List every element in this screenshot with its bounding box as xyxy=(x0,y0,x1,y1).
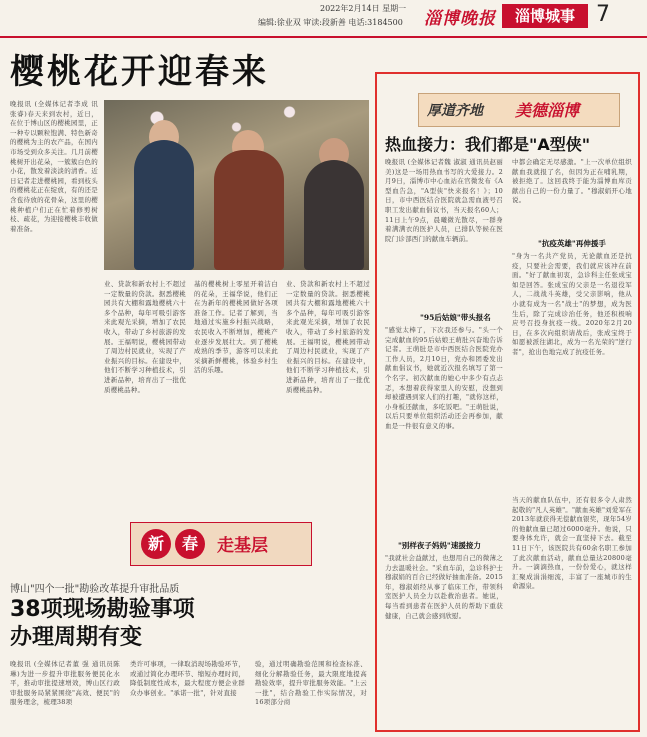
feature-banner xyxy=(418,93,620,127)
lead-headline: 樱桃花开迎春来 xyxy=(10,52,269,92)
page-header xyxy=(0,0,647,38)
feature-subhead-3: "抗疫英雄"再伸援手 xyxy=(538,239,606,248)
person-body xyxy=(304,160,364,270)
feature-headline: 热血接力：我们都是"A型侠" xyxy=(385,135,591,154)
second-column-1: 晚报讯 (全媒体记者董 强 通讯员陈琳)为进一步提升审批服务便民化水平，推动审批提速增效，博山区行政审批服务局紧紧围绕"高效、便民"的服务理念，梳理38项 xyxy=(10,660,120,707)
lead-column-1: 晚报讯 (全媒体记者李成 讯 张睿)春天来到农村，近日，在位于博山区的樱桃园里，正一种专以颗粒饱满、特色新奇的樱桃为主的农产品，在国内市场受到众多关注。几月前樱桃树开出花朵，一簇簇白色的小花，散发着淡淡的清香。近日记者走进樱桃园，看到枝头的樱桃花正在绽放，有的还是含苞待放的花骨朵，这里的樱桃种植户们正在忙着修剪树枝、疏花，为迎接樱桃丰收做着准备。 xyxy=(10,100,98,233)
newspaper-logo: 淄博晚报 xyxy=(424,9,496,29)
editors-line: 编辑:徐业双 审读:段新善 电话:3184500 xyxy=(258,18,403,27)
issue-date: 2022年2月14日 星期一 xyxy=(320,4,407,13)
second-headline xyxy=(10,596,195,652)
second-headline-line-1: 38项现场勘验事项 xyxy=(10,597,195,622)
feature-subhead-2: "别样夜子妈妈"速援接力 xyxy=(398,541,481,550)
lead-column-4: 业、贷款和新农村上不超过一定数量的贷款。据悉樱桃园共有大棚和露地樱桃六十多个品种，每年可吸引游客来此观光采摘，增加了农民收入，带动了乡村旅游的发展。王福明说，樱桃园带动了周边村民就业，实现了产业振兴的目标。在建设中，他们不断学习种植技术，引进新品种，培育出了一批优质樱桃品种。 xyxy=(286,280,370,394)
person-body xyxy=(214,150,284,270)
second-column-2: 类许可事项，一律取消现场勘验环节，或通过简化办理环节、缩短办理时间，降低制度性成本，最大程度方便企业群众办事创业。"承诺一批"，针对直接 xyxy=(130,660,245,697)
second-subtitle: 博山"四个一批"勘验改革提升审批品质 xyxy=(10,584,180,595)
feature-paragraph-1: 晚报讯 (全媒体记者魏 淑淑 通讯员赵丽美)这是一场用热血书写的大爱接力。2月9日，淄博市中心血站在官微发布《A型血告急，"A型侠"快来报名！》；10日，市中西医结合医院就急需血液号召职工发出献血倡议书，当天报名60人；11日上午9点，晨曦微光散尽，一群身着满满衣的医护人员，已排队等候在医院门诊部西门的献血车辆前。 xyxy=(385,158,503,243)
page-number: 7 xyxy=(596,2,610,27)
feature-paragraph-6: 当天的献血队伍中，还有很多令人肃然起敬的"凡人英雄"。"献血英雄"刘爱军在2013年就获得无偿献血银奖，现年54岁的他献血量已超过6000毫升。他说，只要身体允许，就会一直坚持下去。截至11日下午，该医院共有60余名职工参加了此次献血活动，献血总量达20800毫升。一滴滴热血，一份份爱心，就这样汇聚成涓涓细流，丰富了一座城市的生命源泉。 xyxy=(512,496,632,591)
badge-char-2: 春 xyxy=(175,529,205,559)
feature-paragraph-5: "身为一名共产党员，无论献血还是抗疫，只要社会需要，我们就应该冲在前面。"好了献血初衷，急诊科主任张成宝如是回答。张成宝的父亲是一名退役军人，二战战斗英雄，受父亲影响，他从小就有成为一名"战士"的梦想，成为医生后，除了完成诊治任务，他还积极响应号召投身抗疫一线。2020年2月20日，在多次向组织请战后，张成宝终于如愿被派往湖北，成为一名光荣的"逆行者"，抢出色地完成了抗疫任务。 xyxy=(512,252,632,356)
feature-paragraph-3: "我就社会益献过，也想用自己的微薄之力去温暖社会。"采血车前，急诊科护士穆淑娟的百合已经做好抽血准备。2015年，穆淑娟经从事了临床工作，带领科室医护人员全力以赴救治患者。她说，每当看到患者在医护人员的帮助下重获健康，自己就会感到欣慰。 xyxy=(385,554,503,620)
person-body xyxy=(134,140,194,270)
lead-photo xyxy=(104,100,369,270)
section-title: 淄博城事 xyxy=(502,4,588,28)
banner-text-right: 美德淄博 xyxy=(515,101,580,120)
feature-paragraph-4: 中都会确定无尽感激。"上一次单位组织献血我就报了名，但因为正在哺乳期，被拒绝了。这回我终于能为淄博血库贡献出自己的一份力量了。"穆淑娟开心地说。 xyxy=(512,158,632,205)
second-headline-line-2: 办理周期有变 xyxy=(10,625,143,650)
new-spring-badge xyxy=(130,522,312,566)
badge-text: 走基层 xyxy=(217,536,268,556)
feature-subhead-1: "95后姑娘"带头报名 xyxy=(420,313,491,322)
lead-column-3: 基的樱桃树上零星开着洁白的花朵，王福华说，他们正在为新年的樱桃园做好各项准备工作。记者了解到，当地通过实施乡村振兴战略，农民收入不断增加，樱桃产业逐步发展壮大。到了樱桃成熟的季节，游客可以来此采摘新鲜樱桃，体验乡村生活的乐趣。 xyxy=(194,280,278,375)
lead-column-2: 业、贷款和新农村上不超过一定数量的贷款。据悉樱桃园共有大棚和露地樱桃六十多个品种，每年可吸引游客来此观光采摘，增加了农民收入，带动了乡村旅游的发展。王福明说，樱桃园带动了周边村民就业，实现了产业振兴的目标。在建设中，他们不断学习种植技术，引进新品种，培育出了一批优质樱桃品种。 xyxy=(104,280,186,394)
second-column-3: 验，通过明确勘验范围和检查标准、细化分解勘验任务，最大限度地提高勘验效率，提升审批服务效能。"上云一批"，结合勘验工作实际情况，对16项部分商 xyxy=(255,660,367,707)
banner-text-left: 厚道齐地 xyxy=(427,103,483,119)
feature-paragraph-2: "感觉太棒了，下次我还参与。"头一个完成献血的95后姑娘王萌肚兴奋地告诉记者。王萌肚是市中西医结合医院党办工作人员，2月10日，党办和团委发出献血倡议书，她就近次报名填写了第一个名字。初次献血的她心中多少有点忐忑，本想着获得家里人的安慰，没想到却被遭遇到家人们的打趣，"就你这样，小身板还献血，多吃饭吧。"王萌肚说，以后只要单位组织活动还会再参加，献血是一件很有意义的事。 xyxy=(385,326,503,430)
badge-char-1: 新 xyxy=(141,529,171,559)
